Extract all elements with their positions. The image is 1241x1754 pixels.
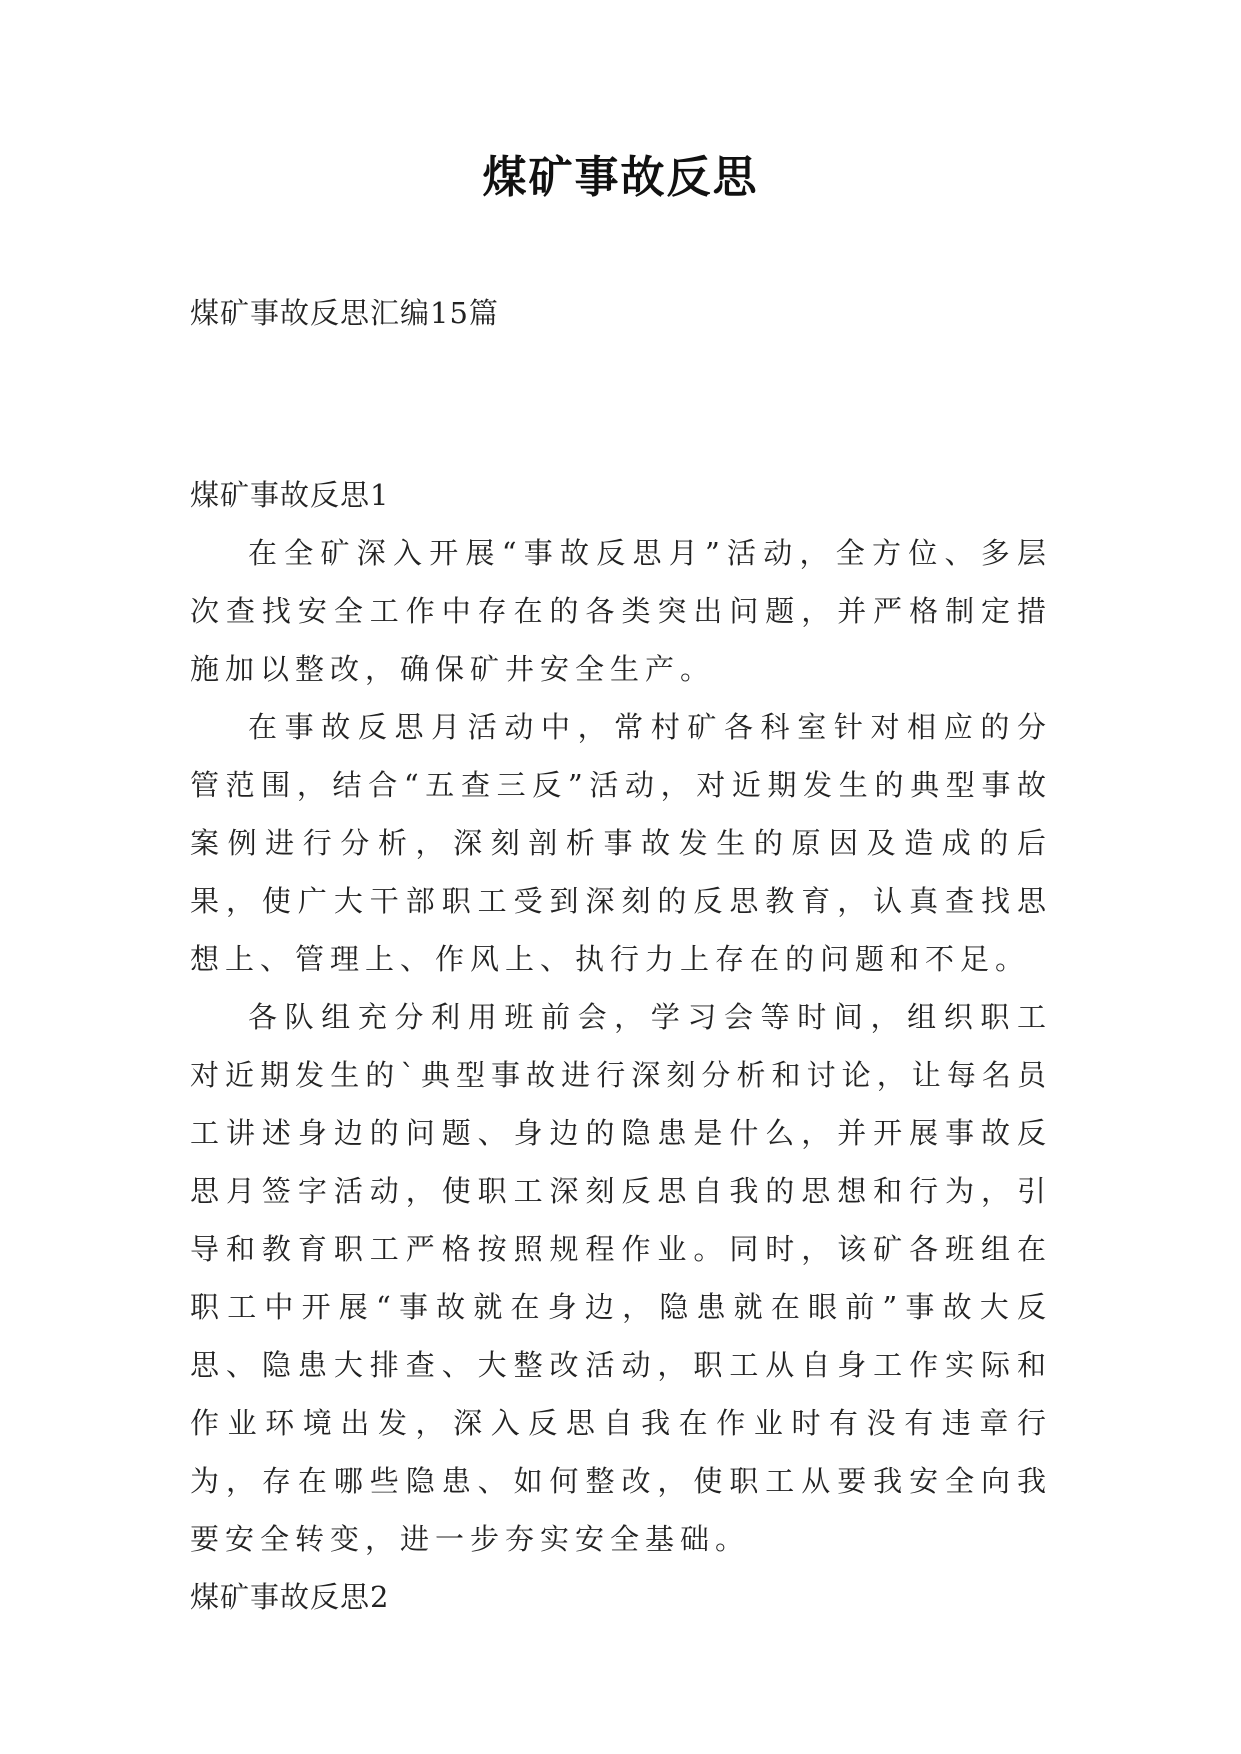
paragraph: 在全矿深入开展“事故反思月”活动，全方位、多层次查找安全工作中存在的各类突出问题，并严格制定措施加以整改，确保矿井安全生产。 bbox=[190, 536, 1052, 686]
document-title: 煤矿事故反思 bbox=[482, 152, 759, 203]
paragraph: 各队组充分利用班前会，学习会等时间，组织职工对近期发生的`典型事故进行深刻分析和讨论，让每名员工讲述身边的问题、身边的隐患是什么，并开展事故反思月签字活动，使职工深刻反思自我的思想和行为，引导和教育职工严格按照规程作业。同时，该矿各班组在职工中开展“事故就在身边，隐患就在眼前”事故大反思、隐患大排查、大整改活动，职工从自身工作实际和作业环境出发，深入反思自我在作业时有没有违章行为，存在哪些隐患、如何整改，使职工从要我安全向我要安全转变，进一步夯实安全基础。 bbox=[190, 1000, 1052, 1556]
section-2 bbox=[190, 1568, 1052, 1626]
document-body bbox=[190, 466, 1052, 1626]
document-subtitle: 煤矿事故反思汇编15篇 bbox=[190, 296, 499, 330]
section-heading: 煤矿事故反思1 bbox=[190, 478, 390, 512]
paragraph: 在事故反思月活动中，常村矿各科室针对相应的分管范围，结合“五查三反”活动，对近期发生的典型事故案例进行分析，深刻剖析事故发生的原因及造成的后果，使广大干部职工受到深刻的反思教育，认真查找思想上、管理上、作风上、执行力上存在的问题和不足。 bbox=[190, 710, 1052, 976]
section-heading: 煤矿事故反思2 bbox=[190, 1580, 390, 1614]
section-1 bbox=[190, 466, 1052, 1568]
